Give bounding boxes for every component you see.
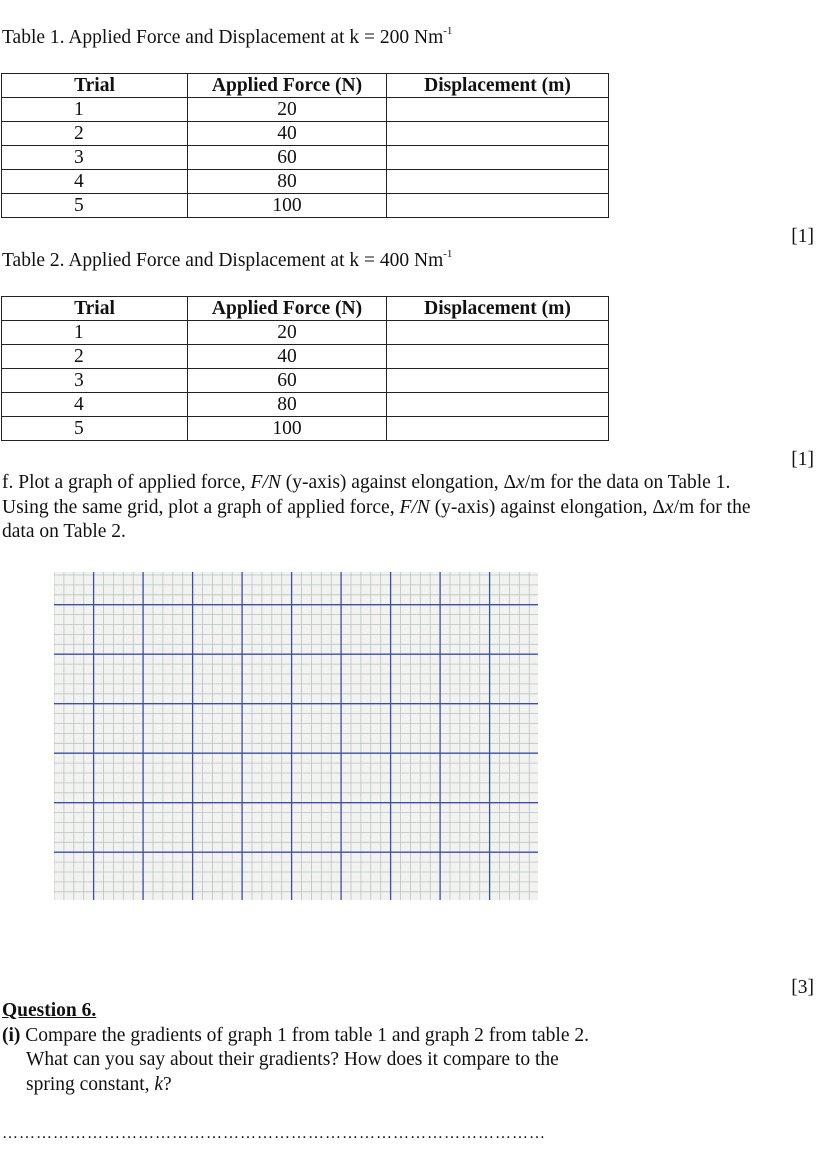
text-run: f. Plot a graph of applied force,: [2, 472, 251, 493]
graph-grid-svg: [54, 572, 538, 900]
table1-cell-trial: 3: [2, 146, 188, 170]
table1-caption-sup: -1: [443, 25, 453, 37]
part-f-line-2: [2, 496, 814, 521]
graph-paper-grid[interactable]: [54, 572, 538, 900]
text-run-italic: k: [154, 1073, 164, 1095]
table1-cell-trial: 4: [2, 170, 188, 194]
table2-cell-trial: 1: [2, 321, 188, 345]
table-row: [2, 345, 609, 369]
table1-cell-force: 100: [188, 194, 387, 218]
table2-cell-force: 80: [188, 393, 387, 417]
table2-cell-displacement[interactable]: [387, 369, 609, 393]
text-run: (y-axis) against elongation, Δ: [280, 472, 516, 493]
table1-header-force: Applied Force (N): [188, 74, 387, 98]
table-row: [2, 417, 609, 441]
table2-cell-displacement[interactable]: [387, 345, 609, 369]
question-6-part-label: (i): [2, 1024, 21, 1046]
table-row: [2, 146, 609, 170]
answer-line[interactable]: ……………………………………………………………………………………: [2, 1125, 546, 1142]
table2-header-trial: Trial: [2, 297, 188, 321]
text-run-italic: F/N: [399, 496, 430, 518]
table1-cell-force: 80: [188, 170, 387, 194]
table2-caption-text: Table 2. Applied Force and Displacement at k = 400 Nm: [2, 250, 444, 271]
table2-cell-trial: 5: [2, 417, 188, 441]
part-f-line-1: [2, 471, 814, 496]
text-run-italic: x: [664, 496, 674, 518]
table1-cell-trial: 2: [2, 122, 188, 146]
table-row: [2, 122, 609, 146]
part-f-line-3: data on Table 2.: [2, 521, 126, 542]
text-run: Using the same grid, plot a graph of applied force,: [2, 496, 400, 518]
text-run-italic: x: [516, 472, 525, 493]
table-row: [2, 98, 609, 122]
table2-caption-sup: -1: [443, 248, 453, 260]
table2-cell-trial: 3: [2, 369, 188, 393]
text-run: /m for the: [673, 496, 751, 518]
text-run: Compare the gradients of graph 1 from table 1 and graph 2 from table 2.: [20, 1024, 589, 1046]
table-row: [2, 393, 609, 417]
table2-header-force: Applied Force (N): [188, 297, 387, 321]
table1-header-trial: Trial: [2, 74, 188, 98]
table-row: [2, 194, 609, 218]
table2-cell-displacement[interactable]: [387, 417, 609, 441]
table1-mark: [1]: [791, 226, 814, 247]
table2-header-row: [2, 297, 609, 321]
table1-cell-displacement[interactable]: [387, 194, 609, 218]
table1-cell-displacement[interactable]: [387, 122, 609, 146]
table-row: [2, 369, 609, 393]
table2-cell-displacement[interactable]: [387, 321, 609, 345]
table1-cell-trial: 5: [2, 194, 188, 218]
table2-cell-trial: 4: [2, 393, 188, 417]
table-row: [2, 321, 609, 345]
text-run: (y-axis) against elongation, Δ: [429, 496, 665, 518]
table2-cell-force: 100: [188, 417, 387, 441]
table-row: [2, 170, 609, 194]
table1-cell-force: 60: [188, 146, 387, 170]
table1-cell-displacement[interactable]: [387, 170, 609, 194]
table2-mark: [1]: [791, 449, 814, 470]
table2-cell-force: 60: [188, 369, 387, 393]
table1-cell-force: 40: [188, 122, 387, 146]
table1-caption: [2, 25, 452, 49]
part-f-instructions: [2, 471, 814, 545]
table2-cell-displacement[interactable]: [387, 393, 609, 417]
table1-header-displacement: Displacement (m): [387, 74, 609, 98]
table2-caption: [2, 248, 452, 272]
question-6: [2, 999, 589, 1097]
table1-cell-force: 20: [188, 98, 387, 122]
table1-header-row: [2, 74, 609, 98]
text-run: /m for the data on Table 1.: [524, 472, 731, 493]
table2-cell-force: 40: [188, 345, 387, 369]
table2-header-displacement: Displacement (m): [387, 297, 609, 321]
part-f-mark: [3]: [791, 977, 814, 998]
question-6-line-3: [2, 1073, 589, 1098]
table1-caption-text: Table 1. Applied Force and Displacement at k = 200 Nm: [2, 27, 444, 48]
table2-cell-force: 20: [188, 321, 387, 345]
text-run: spring constant,: [26, 1073, 155, 1095]
text-run-italic: F/N: [250, 472, 281, 493]
table2: [1, 296, 609, 441]
question-6-title: Question 6.: [2, 1000, 97, 1021]
question-6-line-1: [2, 1024, 589, 1049]
table1-cell-displacement[interactable]: [387, 146, 609, 170]
table1-cell-trial: 1: [2, 98, 188, 122]
table2-cell-trial: 2: [2, 345, 188, 369]
table1-cell-displacement[interactable]: [387, 98, 609, 122]
table1: [1, 73, 609, 218]
text-run: ?: [163, 1073, 172, 1095]
question-6-line-2: What can you say about their gradients? How does it compare to the: [26, 1049, 559, 1070]
